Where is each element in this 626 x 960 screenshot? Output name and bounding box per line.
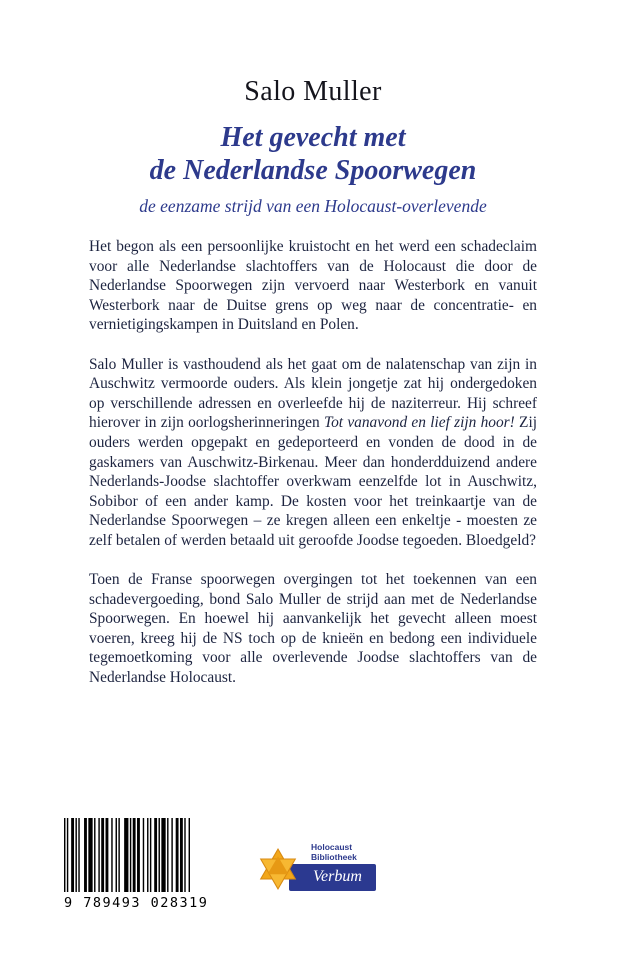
- barcode: [64, 818, 209, 911]
- publisher-logo: [257, 843, 376, 893]
- title-line-1: Het gevecht met: [220, 122, 406, 153]
- author-name: Salo Muller: [244, 76, 382, 107]
- imprint-label: [311, 843, 376, 862]
- star-of-david-icon: [257, 848, 299, 890]
- body-paragraph: Salo Muller is vasthoudend als het gaat om de nalatenschap van zijn in Auschwitz vermoorde ouders. Als klein jongetje zat hij ondergedoken op verschillende adressen en overleefde hij de naziterreur. Hij schreef hierover in zijn oorlogsherinneringen Tot vanavond en lief zijn hoor! Zij ouders werden opgepakt en gedeporteerd en vonden de dood in de gaskamers van Auschwitz-Birkenau. Meer dan honderdduizend andere Nederlands-Joodse slachtoffer overkwam eenzelfde lot in Auschwitz, Sobibor of een ander kamp. De kosten voor het treinkaartje van de Nederlandse Spoorwegen – ze kregen alleen een enkeltje - moesten ze zelf betalen of werden betaald uit geroofde Joodse tegoeden. Bloedgeld?: [89, 355, 537, 549]
- title-line-2: de Nederlandse Spoorwegen: [149, 155, 477, 186]
- book-title: [0, 121, 626, 187]
- barcode-bars-icon: [64, 818, 190, 892]
- book-subtitle: de eenzame strijd van een Holocaust-overlevende: [139, 196, 487, 216]
- back-cover-blurb: [89, 237, 537, 707]
- imprint-line-1: Holocaust: [311, 842, 353, 852]
- body-paragraph: Het begon als een persoonlijke kruistocht en het werd een schadeclaim voor alle Nederlandse slachtoffers van de Holocaust die door de Nederlandse Spoorwegen zijn vervoerd naar Westerbork en vanuit Westerbork naar de Duitse grens op weg naar de concentratie- en vernietigingskampen in Duitsland en Polen.: [89, 238, 537, 334]
- publisher-name: Verbum: [289, 864, 376, 891]
- publisher-text-block: [289, 843, 376, 891]
- imprint-line-2: Bibliotheek: [311, 851, 357, 862]
- barcode-number: 9 789493 028319: [64, 895, 209, 911]
- body-paragraph: Toen de Franse spoorwegen overgingen tot het toekennen van een schadevergoeding, bond Salo Muller de strijd aan met de Nederlandse Spoorwegen. En hoewel hij aanvankelijk het gevecht alleen moest voeren, kreeg hij de NS toch op de knieën en bedong een individuele tegemoetkoming voor alle overlevende Joodse slachtoffers van de Nederlandse Holocaust.: [89, 571, 537, 687]
